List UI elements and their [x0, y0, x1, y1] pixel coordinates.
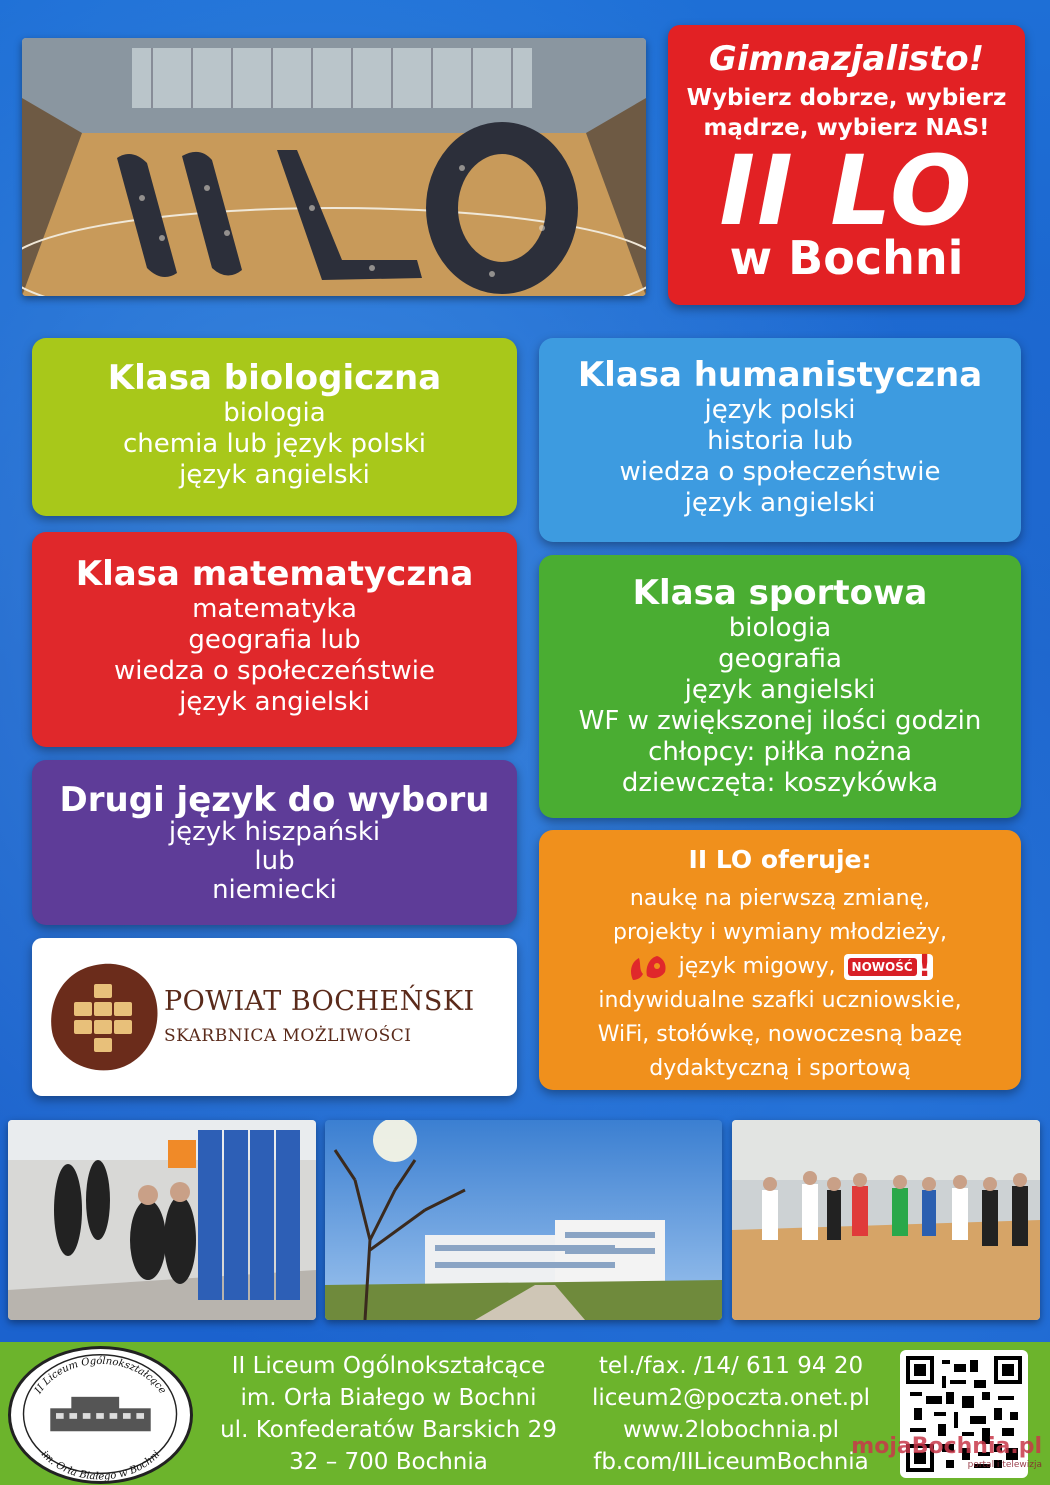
- new-badge: [844, 949, 934, 984]
- sport-hall-photo: [732, 1120, 1040, 1320]
- offer-title: II LO oferuje:: [688, 845, 872, 874]
- class-biology-subject: biologia: [223, 398, 326, 428]
- contact-facebook[interactable]: fb.com/IILiceumBochnia: [593, 1449, 869, 1475]
- headline-box: [668, 25, 1025, 305]
- class-biology-subject: język angielski: [179, 460, 370, 490]
- class-biology-title: Klasa biologiczna: [107, 358, 442, 398]
- class-sport-title: Klasa sportowa: [632, 573, 928, 613]
- class-sport-card: [539, 555, 1021, 818]
- second-language-option: niemiecki: [212, 875, 337, 905]
- class-sport-subject: WF w zwiększonej ilości godzin: [578, 706, 982, 736]
- powiat-logo-card: [32, 938, 517, 1096]
- class-humanities-subject: język angielski: [684, 488, 876, 518]
- powiat-emblem: [46, 960, 161, 1075]
- offer-sign-language: język migowy,: [678, 954, 836, 979]
- offer-item: naukę na pierwszą zmianę,: [629, 886, 931, 911]
- offer-item: WiFi, stołówkę, nowoczesną bazę: [597, 1022, 963, 1047]
- class-math-subject: wiedza o społeczeństwie: [114, 656, 435, 686]
- watermark: [830, 1434, 1042, 1471]
- class-humanities-title: Klasa humanistyczna: [577, 355, 983, 395]
- offer-item: projekty i wymiany młodzieży,: [613, 920, 947, 945]
- new-badge-label: NOWOŚĆ: [848, 958, 917, 976]
- seal-bottom-text: im. Orła Białego w Bochni: [38, 1448, 163, 1481]
- class-humanities-subject: wiedza o społeczeństwie: [619, 457, 941, 487]
- contact-email[interactable]: liceum2@poczta.onet.pl: [591, 1385, 871, 1411]
- class-sport-subject: biologia: [728, 613, 832, 643]
- class-humanities-card: [539, 338, 1021, 542]
- sign-language-icon: [627, 950, 671, 984]
- contact-phone: tel./fax. /14/ 611 94 20: [598, 1353, 864, 1379]
- lockers-photo: [8, 1120, 316, 1320]
- class-biology-subject: chemia lub język polski: [122, 429, 427, 459]
- offer-card: [539, 830, 1021, 1090]
- watermark-subtext: portal i telewizja: [967, 1460, 1042, 1470]
- watermark-text: mojaBochnia.pl: [851, 1434, 1042, 1459]
- footer-address: [196, 1350, 581, 1478]
- class-biology-card: [32, 338, 517, 516]
- class-humanities-subject: historia lub: [707, 426, 853, 456]
- address-line: II Liceum Ogólnokształcące: [231, 1353, 546, 1379]
- second-language-option: język hiszpański: [168, 817, 381, 847]
- powiat-name: POWIAT BOCHEŃSKI: [164, 986, 475, 1017]
- headline-title: Gimnazjalisto!: [708, 39, 985, 79]
- school-building-photo: [325, 1120, 722, 1320]
- headline-city: w Bochni: [729, 231, 964, 285]
- headline-line1: Wybierz dobrze, wybierz: [686, 85, 1007, 111]
- second-language-title: Drugi język do wyboru: [59, 780, 490, 820]
- seal-top-text: II Liceum Ogólnokształcące: [33, 1355, 168, 1396]
- class-math-card: [32, 532, 517, 747]
- class-math-subject: język angielski: [179, 687, 370, 717]
- contact-website[interactable]: www.2lobochnia.pl: [623, 1417, 839, 1443]
- class-math-subject: geografia lub: [188, 625, 361, 655]
- address-line: ul. Konfederatów Barskich 29: [220, 1417, 557, 1443]
- footer: [0, 1342, 1050, 1485]
- class-math-subject: matematyka: [192, 594, 357, 624]
- class-sport-subject: dziewczęta: koszykówka: [621, 768, 939, 798]
- offer-item: dydaktyczną i sportową: [649, 1056, 911, 1081]
- headline-line2: mądrze, wybierz NAS!: [703, 115, 990, 141]
- address-line: im. Orła Białego w Bochni: [240, 1385, 537, 1411]
- second-language-card: [32, 760, 517, 925]
- second-language-option: lub: [254, 846, 295, 876]
- class-math-title: Klasa matematyczna: [75, 554, 474, 594]
- address-line: 32 – 700 Bochnia: [289, 1449, 488, 1475]
- gym-photo: [22, 38, 646, 296]
- powiat-tagline: SKARBNICA MOŻLIWOŚCI: [164, 1026, 412, 1046]
- class-sport-subject: język angielski: [684, 675, 876, 705]
- class-sport-subject: chłopcy: piłka nożna: [648, 737, 912, 767]
- school-seal: [8, 1346, 193, 1484]
- offer-sign-row: [539, 950, 1021, 984]
- offer-item: indywidualne szafki uczniowskie,: [598, 988, 962, 1013]
- class-sport-subject: geografia: [718, 644, 842, 674]
- class-humanities-subject: język polski: [704, 395, 856, 425]
- headline-school: II LO: [719, 135, 974, 247]
- exclamation-icon: !: [917, 949, 932, 984]
